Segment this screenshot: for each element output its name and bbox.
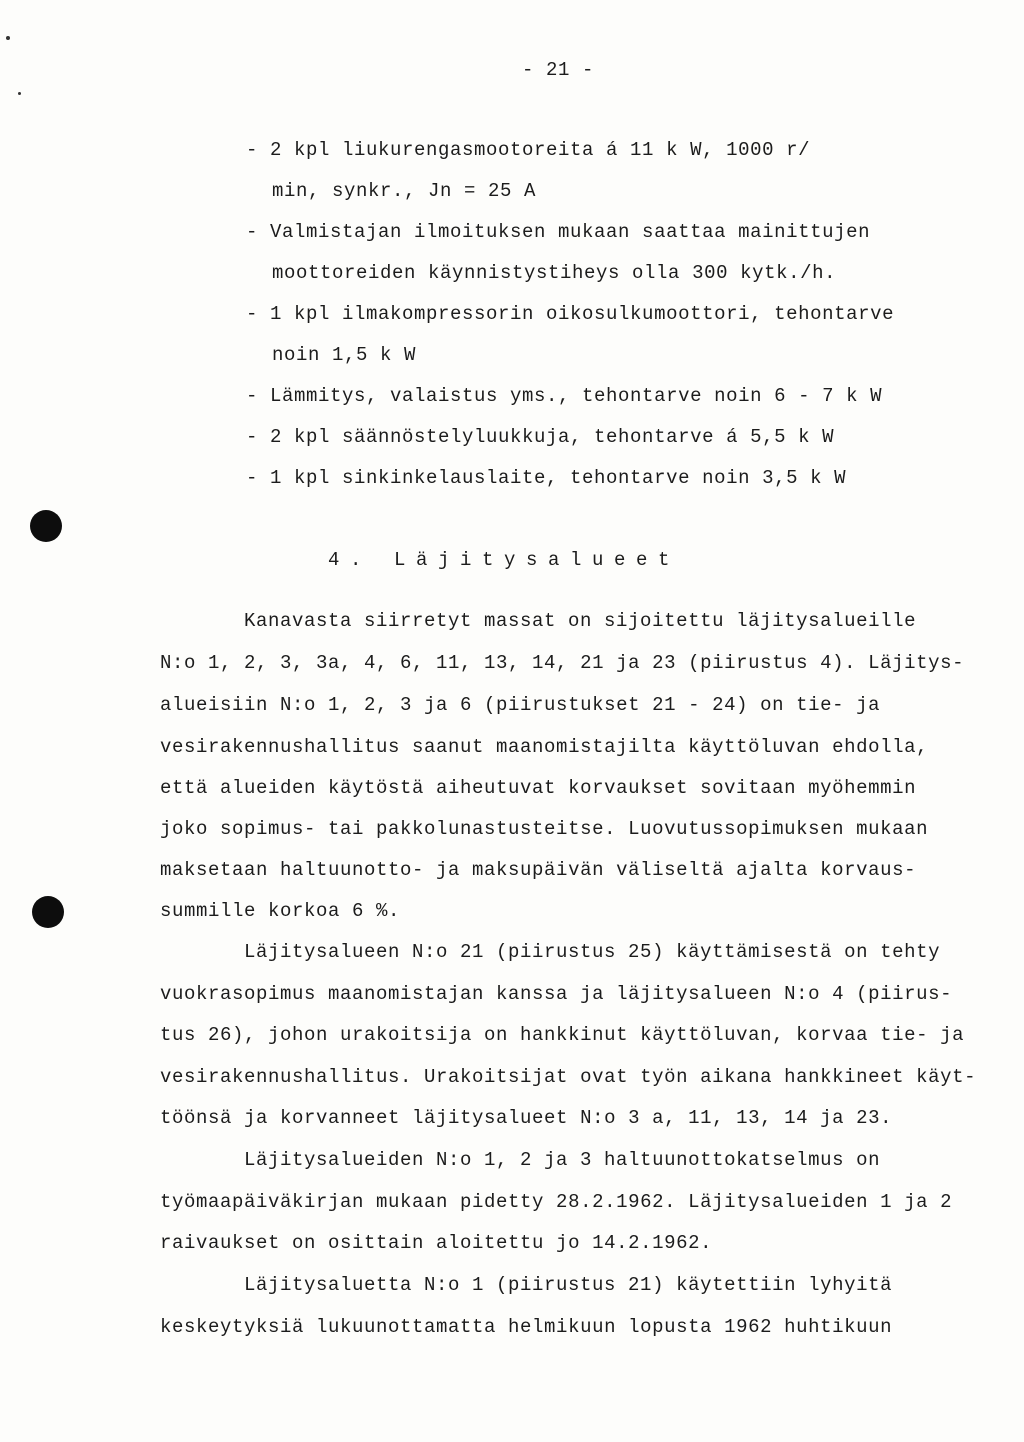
body-line-2: N:o 1, 2, 3, 3a, 4, 6, 11, 13, 14, 21 ja 23 (piirustus 4). Läjitys- [160,652,965,674]
body-line-9: Läjitysalueen N:o 21 (piirustus 25) käyttämisestä on tehty [244,941,941,963]
body-line-12: vesirakennushallitus. Urakoitsijat ovat työn aikana hankkineet käyt- [160,1066,977,1088]
section-heading: 4. Läjitysalueet [328,549,681,571]
body-line-5: että alueiden käytöstä aiheutuvat korvaukset sovitaan myöhemmin [160,777,917,799]
bullet-line-7: - Lämmitys, valaistus yms., tehontarve noin 6 - 7 k W [246,385,883,407]
body-line-7: maksetaan haltuunotto- ja maksupäivän väliseltä ajalta korvaus- [160,859,917,881]
bullet-line-3: - Valmistajan ilmoituksen mukaan saattaa mainittujen [246,221,871,243]
page-number: - 21 - [522,59,595,81]
body-line-17: Läjitysaluetta N:o 1 (piirustus 21) käytettiin lyhyitä [244,1274,893,1296]
punch-hole [32,896,64,928]
bullet-line-6: noin 1,5 k W [272,344,417,366]
scan-speck [6,36,10,40]
body-line-10: vuokrasopimus maanomistajan kanssa ja läjitysalueen N:o 4 (piirus- [160,983,953,1005]
body-line-18: keskeytyksiä lukuunottamatta helmikuun lopusta 1962 huhtikuun [160,1316,893,1338]
bullet-line-2: min, synkr., Jn = 25 A [272,180,537,202]
scan-speck [18,92,21,95]
body-line-11: tus 26), johon urakoitsija on hankkinut käyttöluvan, korvaa tie- ja [160,1024,965,1046]
bullet-line-8: - 2 kpl säännöstelyluukkuja, tehontarve á 5,5 k W [246,426,835,448]
punch-hole [30,510,62,542]
body-line-16: raivaukset on osittain aloitettu jo 14.2.1962. [160,1232,713,1254]
body-line-6: joko sopimus- tai pakkolunastusteitse. Luovutussopimuksen mukaan [160,818,929,840]
bullet-line-4: moottoreiden käynnistystiheys olla 300 kytk./h. [272,262,837,284]
body-line-4: vesirakennushallitus saanut maanomistajilta käyttöluvan ehdolla, [160,736,929,758]
body-line-8: summille korkoa 6 %. [160,900,401,922]
bullet-line-9: - 1 kpl sinkinkelauslaite, tehontarve noin 3,5 k W [246,467,847,489]
body-line-15: työmaapäiväkirjan mukaan pidetty 28.2.1962. Läjitysalueiden 1 ja 2 [160,1191,953,1213]
bullet-line-5: - 1 kpl ilmakompressorin oikosulkumoottori, tehontarve [246,303,895,325]
body-line-13: töönsä ja korvanneet läjitysalueet N:o 3 a, 11, 13, 14 ja 23. [160,1107,893,1129]
body-line-3: alueisiin N:o 1, 2, 3 ja 6 (piirustukset 21 - 24) on tie- ja [160,694,881,716]
body-line-1: Kanavasta siirretyt massat on sijoitettu läjitysalueille [244,610,917,632]
bullet-line-1: - 2 kpl liukurengasmootoreita á 11 k W, 1000 r/ [246,139,811,161]
body-line-14: Läjitysalueiden N:o 1, 2 ja 3 haltuunottokatselmus on [244,1149,881,1171]
